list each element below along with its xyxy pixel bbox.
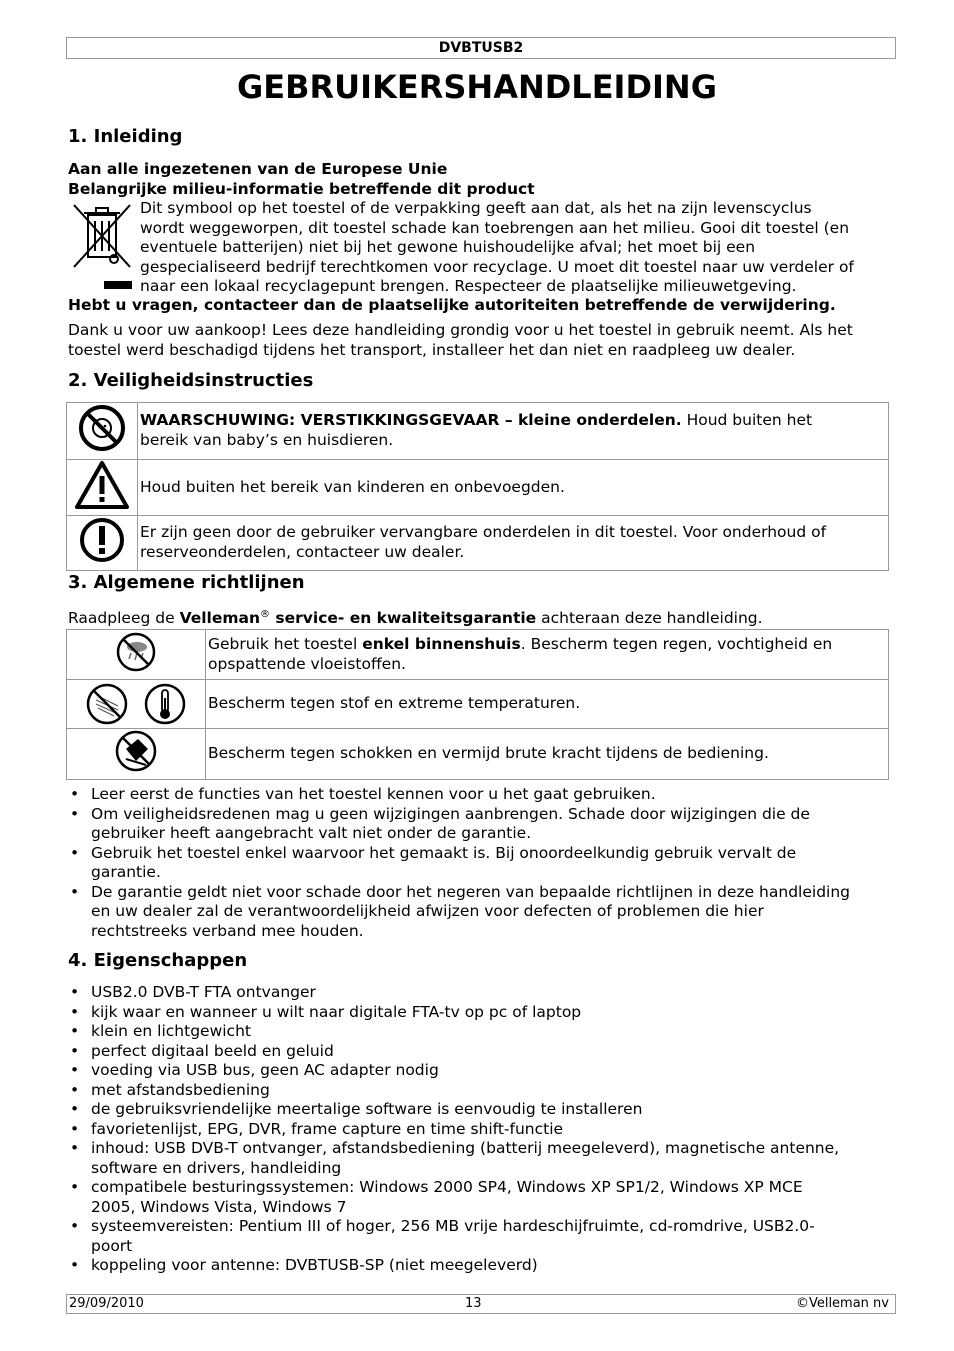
warranty-reference [68,605,763,629]
section-heading-safety: 2. Veiligheidsinstructies [68,370,314,391]
list-item: • systeemvereisten: Pentium III of hoger, 256 MB vrije hardeschijfruimte, cd-romdrive, USB2.0- poort [68,1217,888,1256]
weee-line: eventuele batterijen) niet bij het gewone huishoudelijke afval; het moet bij een [140,238,756,256]
registered-mark: ® [260,609,271,620]
footer-date: 29/09/2010 [69,1296,144,1311]
page-number: 13 [465,1296,482,1311]
list-item: • de gebruiksvriendelijke meertalige software is eenvoudig te installeren [68,1100,888,1120]
guideline-text: . Bescherm tegen regen, vochtigheid en [520,635,833,653]
brand-name: Velleman [179,609,261,628]
list-item: • met afstandsbediening [68,1081,888,1101]
disposal-contact-note: Hebt u vragen, contacteer dan de plaatselijke autoriteiten betreffende de verwijdering. [68,296,836,314]
page-title: GEBRUIKERSHANDLEIDING [237,68,717,106]
warning-text: bereik van baby’s en huisdieren. [140,430,394,449]
guideline-text: opspattende vloeistoffen. [208,654,406,673]
section-heading-general: 3. Algemene richtlijnen [68,572,305,593]
weee-bin-icon [70,201,134,293]
safety-table [66,402,889,571]
thermometer-icon [142,682,188,726]
list-item: • Leer eerst de functies van het toestel kennen voor u het gaat gebruiken. [68,785,888,805]
warning-text: Houd buiten het [681,411,813,430]
table-row [67,516,889,571]
thanks-line: Dank u voor uw aankoop! Lees deze handleiding grondig voor u het toestel in gebruik neemt. Als het [68,321,853,339]
weee-paragraph [140,199,854,297]
table-row [67,729,889,780]
footer-copyright: ©Velleman nv [795,1296,889,1311]
no-small-parts-icon [77,403,127,453]
list-item: • kijk waar en wanneer u wilt naar digitale FTA-tv op pc of laptop [68,1003,888,1023]
table-row [67,680,889,729]
list-item: • koppeling voor antenne: DVBTUSB-SP (niet meegeleverd) [68,1256,888,1276]
intro-subheading-eu: Aan alle ingezetenen van de Europese Unie [68,160,448,178]
document-footer [66,1294,896,1314]
guidelines-table [66,629,889,780]
no-shock-icon [112,729,160,773]
exclamation-circle-icon [77,516,127,564]
document-header [66,37,896,59]
weee-line: Dit symbool op het toestel of de verpakking geeft aan dat, als het na zijn levenscyclus [140,199,812,217]
safety-text: Er zijn geen door de gebruiker vervangbare onderdelen in dit toestel. Voor onderhoud of [140,523,827,542]
list-item: • Om veiligheidsredenen mag u geen wijzigingen aanbrengen. Schade door wijzigingen die de gebruiker heeft aangebracht valt niet onder de garantie. [68,805,888,844]
guideline-text: Bescherm tegen schokken en vermijd brute kracht tijdens de bediening. [206,729,889,780]
no-dust-icon [84,682,130,726]
thanks-line: toestel werd beschadigd tijdens het transport, installeer het dan niet en raadpleeg uw dealer. [68,340,796,359]
table-row [67,630,889,680]
weee-line: wordt weggeworpen, dit toestel schade kan toebrengen aan het milieu. Gooi dit toestel (en [140,218,850,237]
weee-line: naar een lokaal recyclagepunt brengen. Respecteer de plaatselijke milieuwetgeving. [140,277,797,295]
guideline-text: Bescherm tegen stof en extreme temperaturen. [206,680,889,729]
model-number: DVBTUSB2 [438,40,524,56]
table-row [67,459,889,516]
list-item: • klein en lichtgewicht [68,1022,888,1042]
guideline-bold-text: enkel binnenshuis [362,635,521,653]
warranty-bold-text: service- en kwaliteitsgarantie [270,609,537,628]
list-item: • voeding via USB bus, geen AC adapter nodig [68,1061,888,1081]
list-item: • De garantie geldt niet voor schade door het negeren van bepaalde richtlijnen in deze handleiding en uw dealer zal de verantwoordelijkheid afwijzen voor defecten of problemen die hier rechtstreeks verband mee houden. [68,883,888,942]
guidelines-list [68,785,888,941]
list-item: • compatibele besturingssystemen: Windows 2000 SP4, Windows XP SP1/2, Windows XP MCE 2005, Windows Vista, Windows 7 [68,1178,888,1217]
weee-line: gespecialiseerd bedrijf terechtkomen voor recyclage. U moet dit toestel naar uw verdeler of [140,257,854,276]
section-heading-features: 4. Eigenschappen [68,950,248,971]
list-item: • Gebruik het toestel enkel waarvoor het gemaakt is. Bij onoordeelkundig gebruik vervalt de garantie. [68,844,888,883]
list-item: • favorietenlijst, EPG, DVR, frame capture en time shift-functie [68,1120,888,1140]
warning-triangle-icon [74,460,130,510]
list-item: • USB2.0 DVB-T FTA ontvanger [68,983,888,1003]
warranty-text: achteraan deze handleiding. [536,609,763,628]
warning-bold-text: WAARSCHUWING: VERSTIKKINGSGEVAAR – kleine onderdelen. [140,411,682,430]
warranty-text: Raadpleeg de [68,609,180,628]
no-rain-icon [113,631,159,673]
list-item: • inhoud: USB DVB-T ontvanger, afstandsbediening (batterij meegeleverd), magnetische antenne, software en drivers, handleiding [68,1139,888,1178]
features-list [68,983,888,1276]
list-item: • perfect digitaal beeld en geluid [68,1042,888,1062]
thanks-paragraph [68,321,853,360]
guideline-text: Gebruik het toestel [208,635,363,653]
section-heading-intro: 1. Inleiding [68,126,183,147]
safety-text: reserveonderdelen, contacteer uw dealer. [140,542,465,561]
safety-text: Houd buiten het bereik van kinderen en onbevoegden. [138,459,889,516]
intro-subheading-env: Belangrijke milieu-informatie betreffende dit product [68,180,535,198]
table-row [67,403,889,460]
